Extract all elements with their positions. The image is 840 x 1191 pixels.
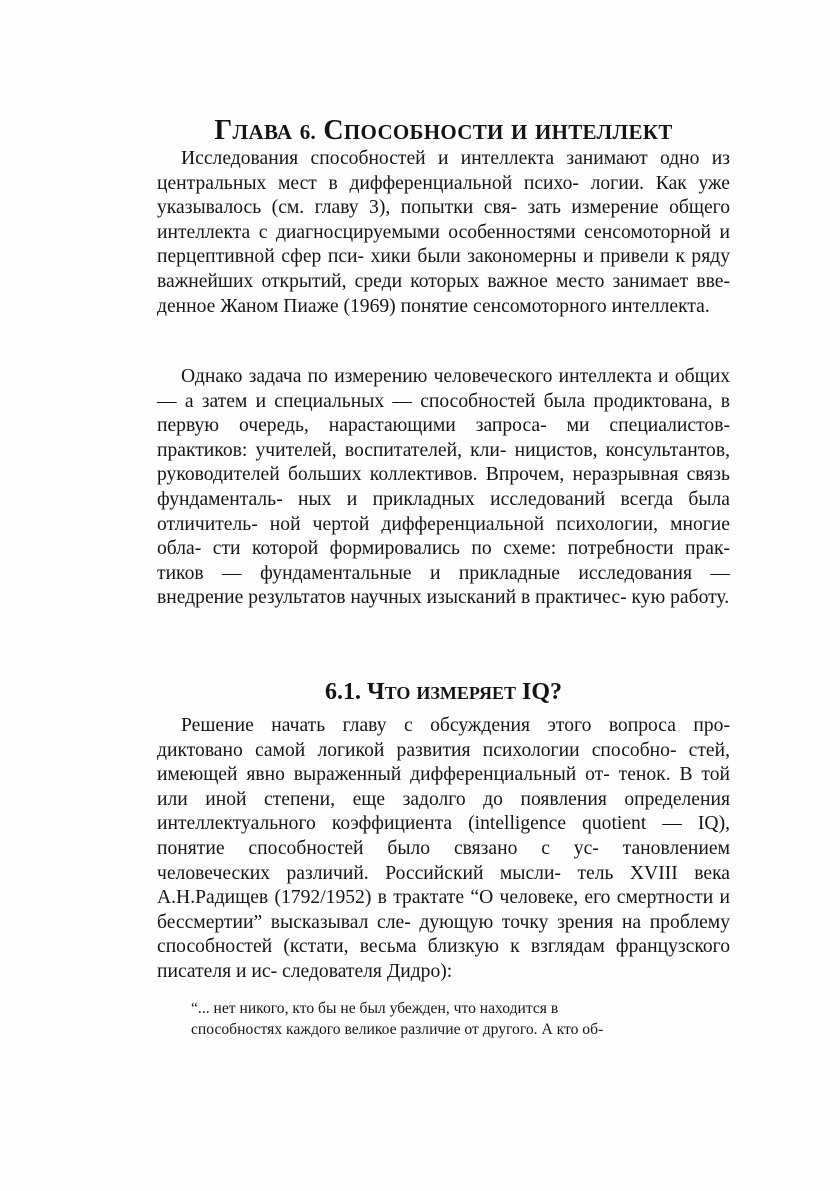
section-number: 6.1.	[324, 679, 361, 705]
section-title-word-3: IQ?	[522, 679, 563, 705]
chapter-paragraph-2: Однако задача по измерению человеческого интеллекта и общих — а затем и специальных — способностей была продиктована, в первую очередь, нарастающими запроса- ми специалистов-практиков: учителей, воспитателей, кли- ницистов, консультантов, руководителей больших коллективов. Впрочем, неразрывная связь фундаменталь- ных и прикладных исследований всегда была отличитель- ной чертой дифференциальной психологии, многие обла- сти которой формировались по схеме: потребности прак- тиков — фундаментальные и прикладные исследования — внедрение результатов научных изысканий в практичес- кую работу.	[157, 366, 730, 609]
quote-line-2: способностях каждого великое различие от другого. А кто об-	[191, 1021, 604, 1038]
chapter-title-text: СПОСОБНОСТИ И ИНТЕЛЛЕКТ	[323, 115, 673, 146]
chapter-title	[157, 113, 730, 150]
quote-block	[191, 998, 734, 1040]
chapter-title-number: ГЛАВА 6.	[214, 115, 317, 146]
section-title-word-1: ЧТО	[366, 679, 411, 705]
chapter-paragraph-1: Исследования способностей и интеллекта занимают одно из центральных мест в дифференциальной психо- логии. Как уже указывалось (см. главу 3), попытки свя- зать измерение общего интеллекта с диагносцируемыми особенностями сенсомоторной и перцептивной сфер пси- хики были закономерны и привели к ряду важнейших открытий, среди которых важное место занимает вве- денное Жаном Пиаже (1969) понятие сенсомоторного интеллекта.	[157, 148, 730, 317]
section-paragraph: Решение начать главу с обсуждения этого вопроса про- диктовано самой логикой развития психологии способно- стей, имеющей явно выраженный дифференциальный от- тенок. В той или иной степени, еще задолго до появления определения интеллектуального коэффициента (intelligence quotient — IQ), понятие способностей было связано с ус- тановлением человеческих различий. Российский мысли- тель XVIII века А.Н.Радищев (1792/1952) в трактате “О человеке, его смертности и бессмертии” высказывал сле- дующую точку зрения на проблему способностей (кстати, весьма близкую к взглядам французского писателя и ис- следователя Дидро):	[157, 715, 730, 982]
quote-line-1: “... нет никого, кто бы не был убежден, что находится в	[191, 1000, 559, 1017]
section-title-word-2: ИЗМЕРЯЕТ	[416, 683, 516, 703]
section-title	[157, 676, 730, 709]
